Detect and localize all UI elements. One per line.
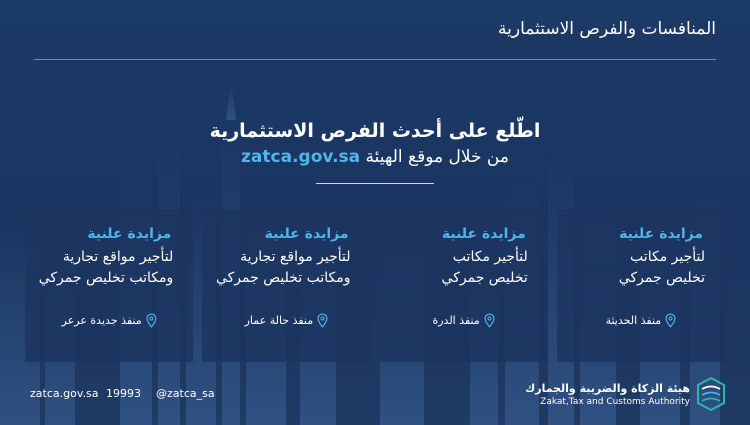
header-divider	[34, 59, 716, 60]
card-location	[380, 313, 548, 328]
card-tag: مزايدة علنية	[264, 226, 349, 242]
card-description	[35, 247, 173, 289]
card-location-label: منفذ الحديثة	[605, 314, 662, 327]
footer-website-link[interactable]: zatca.gov.sa	[30, 387, 99, 400]
logo-arabic-name: هيئة الزكاة والضريبة والجمارك	[525, 382, 690, 395]
page-footer	[0, 370, 750, 425]
opportunity-card[interactable]	[380, 209, 548, 362]
headline-title: اطّلع على أحدث الفرص الاستثمارية	[209, 120, 541, 142]
card-tag: مزايدة علنية	[87, 226, 172, 242]
card-description-line: ومكاتب تخليص جمركي	[215, 270, 351, 286]
opportunity-card[interactable]	[202, 209, 370, 362]
location-pin-icon	[146, 313, 157, 328]
authority-logo-text	[525, 381, 690, 409]
card-location	[557, 313, 725, 328]
headline-subtitle-text: من خلال موقع الهيئة	[360, 147, 509, 167]
card-tag: مزايدة علنية	[441, 226, 526, 242]
location-pin-icon	[317, 313, 328, 328]
card-location-label: منفذ جديدة عرعر	[61, 314, 142, 327]
card-description	[212, 247, 350, 289]
card-description	[390, 247, 528, 289]
footer-social-handle[interactable]: @zatca_sa	[156, 387, 215, 400]
card-location-label: منفذ حالة عمار	[244, 314, 314, 327]
opportunity-card[interactable]	[557, 209, 725, 362]
card-description	[567, 247, 705, 289]
zatca-logo-icon	[696, 376, 726, 412]
logo-english-name: Zakat,Tax and Customs Authority	[540, 397, 690, 407]
footer-phone[interactable]: 19993	[106, 387, 141, 400]
headline-block	[0, 118, 750, 170]
opportunity-cards	[25, 209, 725, 362]
headline-site-link[interactable]: zatca.gov.sa	[241, 147, 361, 167]
card-description-line: ومكاتب تخليص جمركي	[38, 270, 174, 286]
card-description-line: لتأجير مكاتب	[452, 249, 528, 265]
card-description-line: لتأجير مواقع تجارية	[62, 249, 174, 265]
card-location-label: منفذ الدرة	[432, 314, 480, 327]
location-pin-icon	[665, 313, 676, 328]
location-pin-icon	[484, 313, 495, 328]
card-description-line: تخليص جمركي	[441, 270, 528, 286]
headline-divider	[316, 183, 434, 184]
card-location	[202, 313, 370, 328]
card-description-line: لتأجير مواقع تجارية	[240, 249, 351, 265]
page-header	[0, 0, 750, 60]
card-tag: مزايدة علنية	[619, 226, 703, 242]
card-location	[25, 313, 193, 328]
card-description-line: لتأجير مكاتب	[630, 249, 705, 265]
opportunity-card[interactable]	[25, 209, 193, 362]
card-description-line: تخليص جمركي	[618, 270, 705, 286]
headline-subtitle	[0, 144, 750, 170]
page-title: المنافسات والفرص الاستثمارية	[498, 19, 716, 39]
